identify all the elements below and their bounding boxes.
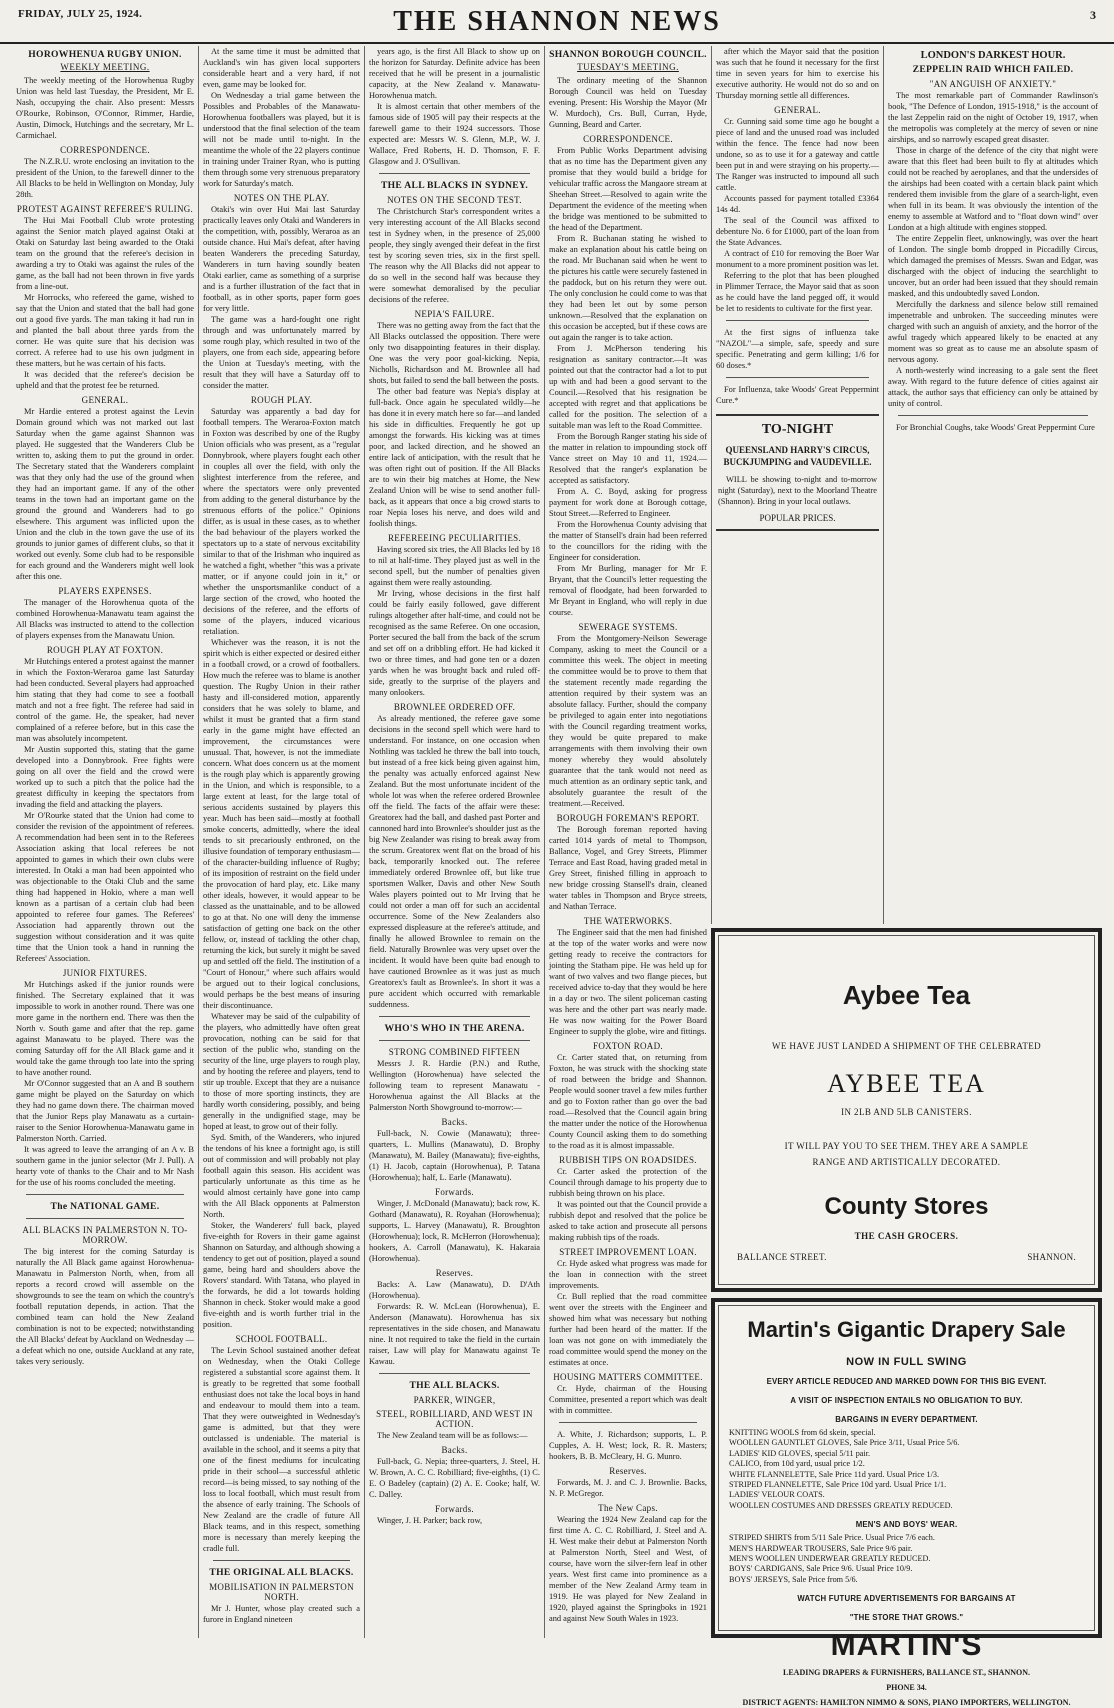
divider [379, 1016, 530, 1017]
section-heading: GENERAL. [774, 105, 821, 115]
paragraph: The entire Zeppelin fleet, unknowingly, was over the heart of London. The single bomb dropped in Piccadilly Circus, which damaged the premises of Messrs. Swan and Edgar, was discharged with the object of inducing the searchlight to uncover, but an order had been issued that they should remain masked, and this undoubtedly saved London. [888, 234, 1098, 298]
paragraph: As already mentioned, the referee gave some decisions in the second spell which were hard to understand. For instance, on one occasion when Nothling was tackled he threw the ball into touch, but instead of a free kick being given against him, the penalty was actually enforced against New Zealand. But the most unfortunate incident of the whole lot was when the referee ordered Brownlee off the field. The facts of the affair were these: Greatorex had the ball, and dashed past Porter and cannoned hard into Brownlee's shoulder just as the big New Zealander was rising to break away from the scrum. Greatorex went flat on the broad of his back, temporarily knocked out. The referee immediately ordered Brownlee off, but like true sportsmen Walker, Davis and other New South Wales players pointed out to Mr Irving that he could not order a man off for such an accidental occurrence. Some of the New Zealanders also expressed displeasure at the referee's attitude, and finally he allowed Brownlee to remain on the field. Naturally Brownlee was very upset over the incident. It would have been quite bad enough to have cautioned Brownlee as it was just as much Greatorex's fault as Brownlee's. In short it was a pure accident which occurred with remarkable suddenness. [369, 714, 540, 1009]
list-item: MEN'S HARDWEAR TROUSERS, Sale Price 9/6 pair. [729, 1543, 913, 1553]
section-heading: RUBBISH TIPS ON ROADSIDES. [559, 1155, 697, 1165]
paragraph: The Hui Mai Football Club wrote protesting against the Senior match played against Otaki at Otaki on Saturday last being awarded to the Otaki team on the ground that the referee's decision in awarding a try to Otaki was against the rules of the game, as the ball had not been thrown in five yards from a line-out. [16, 216, 194, 291]
section-heading: BROWNLEE ORDERED OFF. [393, 702, 516, 712]
store-name: County Stores [824, 1193, 989, 1220]
section-heading: PROTEST AGAINST REFEREE'S RULING. [16, 204, 194, 214]
list-item: KNITTING WOOLS from 6d skein, special. [729, 1428, 876, 1437]
column-4 [544, 46, 711, 1638]
list-item: STRIPED SHIRTS from 5/11 Sale Price. Usual Price 7/6 each. [729, 1533, 935, 1543]
section-heading: NEPIA'S FAILURE. [414, 309, 495, 319]
section-heading: PLAYERS EXPENSES. [58, 586, 152, 596]
page-number: 3 [1090, 8, 1096, 22]
paragraph: years ago, is the first All Black to show up on the horizon for Saturday. Definite advice has been received that he will be present in a journalistic capacity, at the New Zealand v. Manawatu-Horowhenua match. [369, 47, 540, 100]
paragraph: From A. C. Boyd, asking for progress payment for work done at Borough cottage, Stout Street.—Referred to Engineer. [549, 487, 707, 518]
headline: THE ALL BLACKS IN SYDNEY. [380, 180, 529, 191]
paragraph: The ordinary meeting of the Shannon Borough Council was held on Tuesday evening. Present: His Worship the Mayor (Mr W. Murdoch), Crs. Bull, Curran, Hyde, Gunning, Beard and Carter. [549, 76, 707, 129]
paragraph: The Engineer said that the men had finished at the top of the water works and were now getting ready to receive the contractors for jointing the Statham pipe. He was held up for want of two valves and two flange pieces, but received advice to-day that they would be here in a day or two. The silent policeman casting was here and the other part was nearly made. He was now waiting for the Power Board Engineer to supply the globe, wire and fittings. [549, 928, 707, 1036]
paragraph: Cr. Carter asked the protection of the Council through damage to his property due to rubbish being thrown on his place. [549, 1167, 707, 1198]
divider [726, 320, 869, 321]
list-item: LADIES' VELOUR COATS. [729, 1490, 825, 1500]
subheadline: ALL BLACKS IN PALMERSTON N. TO-MORROW. [22, 1225, 188, 1245]
subheadline: NOTES ON THE SECOND TEST. [387, 195, 522, 205]
paragraph: A contract of £10 for removing the Boer War monument to a more prominent position was let. [716, 249, 879, 269]
paragraph: The New Zealand team will be as follows:— [377, 1431, 528, 1440]
column-5 [711, 46, 883, 924]
paragraph: The other bad feature was Nepia's display at full-back. Once again he speculated wildly—he has done it in every match here so far—and landed his side in difficulties. Frequently he got up amongst the forwards. His kicking was at times poor, and lacked direction, and he showed an entire lack of anticipation, with the result that he was often right out of position. If the All Blacks are to win their big matches at Home, the New Zealand Union will be wise to send another full-back, as it appears that once a big crowd starts to roar Nepia loses his nerve, and does wild and foolish things. [369, 387, 540, 528]
paragraph: Whatever may be said of the culpability of the players, who admittedly have often great provocation, nothing can be said for that section of the public who, standing on the security of the line, urge players to rough play, and by hooting the referee and players, tend to stir up trouble. Except that they are a nuisance to those of more sporting instincts, they are hardly worth considering, possibly, and being generally in the undignified stage, may be hoped at least, to grow out of their folly. [203, 1012, 360, 1131]
section-heading: The New Caps. [598, 1503, 658, 1513]
subheadline: WEEKLY MEETING. [60, 62, 150, 72]
paragraph: Mr Hutchings asked if the junior rounds were finished. The Secretary explained that it was impossible to work in another round. There was one more game in the northern end. There was then the North v. South game and after that the rep. game against Manawatu to be played. There was the coming Saturday off for the All Black game and it would take the game through too late into the spring to have another round. [16, 980, 194, 1077]
headline: LONDON'S DARKEST HOUR. [920, 50, 1066, 61]
martins-line: MEN'S AND BOYS' WEAR. [855, 1520, 958, 1530]
paragraph: It was decided that the referee's decision be upheld and that the protest fee be returned. [16, 370, 194, 390]
paragraph: Accounts passed for payment totalled £3364 14s 4d. [716, 194, 879, 214]
advert-frame [718, 935, 1095, 1285]
divider [726, 377, 869, 378]
paragraph: The weekly meeting of the Horowhenua Rugby Union was held last Tuesday, the President, Mr E. Nash, occupying the chair. Also present: Messrs O'Rourke, Robinson, O'Connor, Rimmer, Hardie, Austin, Dimock, Hutchings and the secretary, Mr L. Carmichael. [16, 76, 194, 140]
section-heading: Backs. [441, 1117, 468, 1127]
circus-title: TO-NIGHT [761, 422, 834, 437]
martins-title: Martin's Gigantic Drapery Sale [747, 1317, 1066, 1342]
martins-list-2 [729, 1533, 1084, 1585]
headline: HOROWHENUA RUGBY UNION. [28, 49, 182, 60]
list-item: BOYS' CARDIGANS, Sale Price 9/6. Usual Price 10/9. [729, 1564, 913, 1574]
section-heading: FOXTON ROAD. [593, 1041, 663, 1051]
section-heading: CORRESPONDENCE. [60, 145, 150, 155]
list-item: WHITE FLANNELETTE, Sale Price 11d yard. Usual Price 1/3. [729, 1469, 940, 1479]
divider [898, 415, 1088, 416]
section-heading: THE WATERWORKS. [583, 916, 673, 926]
section-heading: ROUGH PLAY AT FOXTON. [46, 645, 164, 655]
section-heading: Forwards. [435, 1187, 474, 1197]
martins-line: BARGAINS IN EVERY DEPARTMENT. [835, 1415, 978, 1424]
paragraph: Mr Irving, whose decisions in the first half could be fairly easily followed, gave different rulings altogether after half-time, and could not be recognised as the same Referee. On one occasion, Porter secured the ball from the back of the scrum and set off on a dribbling effort. He had kicked it two or three times, and had gone ten or a dozen yards when he was brought back and ruled off-side, greatly to the surprise of the players and many onlookers. [369, 589, 540, 697]
section-heading: GENERAL. [81, 395, 129, 405]
store-town: SHANNON. [1027, 1252, 1076, 1262]
paragraph: A. White, J. Richardson; supports, L. P. Cupples, A. H. West; lock, R. R. Masters; hookers, B. B. McCleary, H. G. Munro. [549, 1430, 707, 1461]
paragraph: Mr O'Rourke stated that the Union had come to consider the revision of the appointment of referees. A recommendation had been sent in to the Referees Association asking that local referees be not appointed to games in which their own clubs were interested. In Otaki a man had been appointed who was objectionable to the Otaki Club and the same thing had happened in Hokio, where a man well known as a partisan of a certain club had been appointed to referee four games. The Referees' Association had apparently thrown out the suggestion without consideration and it was quite time that the Union took a hand in running the Referees' Association. [16, 811, 194, 963]
headline: THE ORIGINAL ALL BLACKS. [209, 1567, 354, 1578]
paragraph: It is almost certain that other members of the famous side of 1905 will pay their respects at the farewell game to their 1924 successors. Those expected are: Messrs W. S. Glenn, M.P., W. J. Wallace, Fred Roberts, H. D. Thomson, F. F. Glasgow and J. O'Sullivan. [369, 102, 540, 166]
paragraph: Full-back, N. Cowie (Manawatu); three-quarters, L. Mullins (Manawatu), D. Brophy (Manawatu), M. Bailey (Manawatu); five-eighths, (1) H. Jacob, captain (Horowhenua), P. Tatana (Horowhenua); half, L. Earle (Manawatu). [369, 1129, 540, 1182]
paragraph: Cr. Carter stated that, on returning from Foxton, he was struck with the shocking state of road between the bridge and Shannon. People would sooner travel a few miles further and go to Foxton rather than go over the bad road.—Resolved that the Council again bring the matter under the notice of the Horowhenua County Council asking them to do something to the road as it is almost impassable. [549, 1053, 707, 1150]
divider [379, 1040, 530, 1041]
aybee-tagline: IT WILL PAY YOU TO SEE THEM. THEY ARE A SAMPLE [784, 1141, 1029, 1151]
aybee-sizes: IN 2LB AND 5LB CANISTERS. [841, 1107, 972, 1117]
column-6 [883, 46, 1102, 924]
advert-martins [711, 1298, 1102, 1708]
list-item: STRIPED FLANNELETTE, Sale Price 10d yard. Usual Price 1/1. [729, 1480, 947, 1490]
paragraph: Mercifully the darkness and silence below still remained impenetrable and unbroken. The succeeding minutes were charged with such an anguish of anxiety, and the horror of the awful tragedy which appeared likely to be enacted at any moment was so great as to cause me an absolute spasm of nervous agony. [888, 300, 1098, 364]
paragraph: Syd. Smith, of the Wanderers, who injured the tendons of his knee a fortnight ago, is still out of commission and will probably not play football again this season. His accident was particularly unfortunate as this time as he would almost certainly have gone into camp with the All Black opponents at Palmerston North. [203, 1133, 360, 1219]
section-heading: HOUSING MATTERS COMMITTEE. [553, 1372, 703, 1382]
list-item: CALICO, from 10d yard, usual price 1/2. [729, 1459, 865, 1469]
paragraph: Mr Hardie entered a protest against the Levin Domain ground which was not marked out last Saturday when the game against Shannon was played. He suggested that the Wanderers Club be written to, asking them to put the ground in order. The Secretary stated that the Wanderers complaint was that they only had the use of the ground when they had an important game. If any of the other teams in the town had an important game on the ground the ground and Wanderers had to go elsewhere. This argument was inflicted upon the Union and the club in the town gave the use of its grounds to junior games of different clubs, so that it worked out evenly. Some club had to be responsible for each ground and the Wanderers might well look after this one. [16, 407, 194, 581]
paragraph: Cr. Bull replied that the road committee went over the streets with the Engineer and showed him what was necessary but nothing further had been heard of the matter. If the loan was not gone on with immediately the road committee would spend the money on the estimates at once. [549, 1292, 707, 1367]
paragraph: after which the Mayor said that the position was such that he found it necessary for the first time in seven years for him to exercise his executive authority. He would not do so and on Thursday morning settle all differences. [716, 47, 879, 100]
paragraph: Forwards: R. W. McLean (Horowhenua), E. Anderson (Manawatu). Horowhenua has six representatives in the side chosen, and Manawatu nine. It not required to take the field in the curtain raiser, Law will play for Manawatu against Te Kawau. [369, 1302, 540, 1366]
martins-line: A VISIT OF INSPECTION ENTAILS NO OBLIGATION TO BUY. [790, 1396, 1023, 1405]
subheadline: PARKER, WINGER, [413, 1395, 496, 1405]
divider [213, 1560, 350, 1561]
circus-prices: POPULAR PRICES. [759, 513, 836, 523]
section-heading: ROUGH PLAY. [250, 395, 313, 405]
advert-aybee-tea [711, 928, 1102, 1292]
paragraph: From the Horowhenua County advising that the matter of Stansell's drain had been referred to the councillors for the riding with the Engineer for consideration. [549, 520, 707, 562]
newspaper-title: THE SHANNON NEWS [393, 6, 721, 37]
paragraph: There was no getting away from the fact that the All Blacks outclassed the opposition. There were only two disappointing features in their display. One was the very poor goal-kicking. Nepia, Nicholls, Richardson and M. Brownlee all had shots, but failed to send the ball between the posts. [369, 321, 540, 385]
circus-show: QUEENSLAND HARRY'S CIRCUS, BUCKJUMPING and VAUDEVILLE. [723, 445, 872, 467]
martins-agents: DISTRICT AGENTS: HAMILTON NIMMO & SONS, PIANO IMPORTERS, WELLINGTON. [742, 1698, 1071, 1708]
paragraph: Backs: A. Law (Manawatu), D. D'Ath (Horowhenua). [369, 1280, 540, 1300]
paragraph: Having scored six tries, the All Blacks led by 18 to nil at half-time. They played just as well in the second spell, but the number of penalties given against them were really astounding. [369, 545, 540, 587]
advert-woods: For Bronchial Coughs, take Woods' Great Peppermint Cure [896, 423, 1095, 432]
headline: The NATIONAL GAME. [50, 1201, 160, 1212]
store-address [737, 1252, 1076, 1262]
paragraph: The seal of the Council was affixed to debenture No. 6 for £1000, part of the loan from the State Advances. [716, 216, 879, 247]
section-heading: Backs. [441, 1445, 468, 1455]
martins-line: EVERY ARTICLE REDUCED AND MARKED DOWN FOR THIS BIG EVENT. [766, 1377, 1047, 1386]
paragraph: Referring to the plot that has been ploughed in Plimmer Terrace, the Mayor said that as soon as he could have the land pegged off, it would be let to residents to cultivate for the first year. [716, 271, 879, 313]
circus-body: WILL be showing to-night and to-morrow night (Saturday), next to the Moorland Theatre (Shannon). Bring in your local outlaws. [718, 475, 877, 506]
paragraph: It was pointed out that the Council provide a rubbish depot and resolved that the police be asked to take action and prosecute all persons making rubbish tips of the roads. [549, 1200, 707, 1242]
paragraph: The Borough foreman reported having carted 1014 yards of metal to Thompson, Ballance, Vogel, and Grey Streets, Plimmer Terrace and East Road, having graded metal in Grey Street, finished filling in approach to new bridge crossing Stansell's drain, cleaned water tables in Thompson and Bryce streets, and Nathan Terrace. [549, 825, 707, 911]
aybee-brand: Aybee Tea [842, 980, 971, 1010]
paragraph: Mr O'Connor suggested that an A and B southern game might be played on the Saturday on which they had no game down there. The chairman moved that the Junior Reps play Manawatu as a curtain-raiser to the Senior Horowhenua-Manawatu game in Palmerston North. Carried. [16, 1079, 194, 1143]
list-item: WOOLLEN COSTUMES AND DRESSES GREATLY REDUCED. [729, 1500, 953, 1510]
issue-date: FRIDAY, JULY 25, 1924. [18, 8, 143, 20]
section-heading: SEWERAGE SYSTEMS. [578, 622, 678, 632]
store-street: BALLANCE STREET. [737, 1252, 827, 1262]
paragraph: From the Borough Ranger stating his side of the matter in relation to impounding stock off Vance street on May 10 and 11, 1924.—Resolved that the ranger's explanation be accepted as satisfactory. [549, 432, 707, 485]
paragraph: Messrs J. R. Hardie (P.N.) and Ruthe, Wellington (Horowhenua) have selected the following team to represent Manawatu - Horowhenua against the All Blacks at the Palmerston North Showground to-morrow:— [369, 1059, 540, 1112]
advert-woods: For Influenza, take Woods' Great Peppermint Cure.* [716, 385, 879, 405]
advert-frame [718, 1305, 1095, 1708]
list-item: MEN'S WOOLLEN UNDERWEAR GREATLY REDUCED. [729, 1554, 931, 1564]
masthead [0, 0, 1114, 44]
list-item: LADIES' KID GLOVES, special 5/11 pair. [729, 1448, 871, 1458]
paragraph: Cr. Hyde, chairman of the Housing Committee, presented a report which was dealt with in committee. [549, 1384, 707, 1415]
section-heading: Forwards. [435, 1504, 474, 1514]
list-item: BOYS' JERSEYS, Sale Price from 5/6. [729, 1574, 858, 1584]
paragraph: From R. Buchanan stating he wished to make an explanation about his cattle being on the road. Mr Buchanan said when he went to the pictures his cattle were securely fastened in the paddock, but on his return they were out. The only conclusion he could come to was that they had been let out by some person unknown.—Resolved that the explanation on this occasion be accepted, but if these cows are out again the ranger is to take action. [549, 234, 707, 342]
section-heading: SCHOOL FOOTBALL. [235, 1334, 328, 1344]
paragraph: The Christchurch Star's correspondent writes a very interesting account of the All Blacks second test in Sydney when, in the presence of 25,000 people, they singly avenged their defeat in the first test by scoring seven tries, six in the first spell. The reason why the All Blacks did not appear to do so well in the second half was because they were somewhat demoralised by the peculiar decisions of the referee. [369, 207, 540, 304]
paragraph: At the same time it must be admitted that Auckland's win has given local supporters considerable heart and a very hard, if not even, game may be looked for. [203, 47, 360, 89]
section-heading: Reserves. [435, 1268, 474, 1278]
paragraph: The N.Z.R.U. wrote enclosing an invitation to the president of the Union, to the farewell dinner to the All Blacks to be held in Wellington on Monday, July 28th. [16, 157, 194, 199]
martins-phone: PHONE 34. [886, 1683, 927, 1693]
subheadline: ZEPPELIN RAID WHICH FAILED. [912, 64, 1074, 75]
column-3 [364, 46, 544, 1638]
subheadline: "AN ANGUISH OF ANXIETY." [929, 79, 1057, 89]
divider [26, 1218, 184, 1219]
headline: SHANNON BOROUGH COUNCIL. [549, 49, 707, 60]
column-2 [198, 46, 364, 1638]
paragraph: Those in charge of the defence of the city that night were aware that this fleet had been built to fly at altitudes which could not be reached by aeroplanes, and that the undersides of the airships had been coated with a certain black paint which rendered them invisible from the glare of a search-light, even when full in its beam. It was obviously the intention of the enemy to assemble at Watford and to "float down wind" over London at a high altitude with engines stopped. [888, 146, 1098, 232]
section-heading: Reserves. [609, 1466, 647, 1476]
paragraph: From Public Works Department advising that as no time has the Department given any promise that they would build a bridge for vehicular traffic across the Mangaore stream at Sheehan Street.—Resolved to again write the Department the evidence of the meeting when the bridge was mentioned to be submitted to the head of the Department. [549, 146, 707, 232]
store-subtitle: THE CASH GROCERS. [854, 1231, 959, 1241]
paragraph: The big interest for the coming Saturday is naturally the All Black game against Horowhenua-Manawatu in Palmerston North, when, from all reports a record crowd will assemble on the showgrounds to see the team on which the country's football reputation depends, in action. That the combined team can hold the New Zealand combination is not to be expected; notwithstanding the All Blacks' defeat by Auckland on Wednesday — a defeat which no one, outside Auckland at any rate, takes very seriously. [16, 1247, 194, 1366]
section-heading: NOTES ON THE PLAY. [233, 193, 330, 203]
section-heading: BOROUGH FOREMAN'S REPORT. [556, 813, 700, 823]
paragraph: Winger, J. McDonald (Manawatu); back row, K. Gothard (Manawatu), R. Royahan (Horowhenua); supports, L. Harvey (Manawatu), R. Broughton (Horowhenua); lock, R. McHerron (Horowhenua); hookers, A. Carroll (Manawatu), K. Hakaraia (Horowhenua). [369, 1199, 540, 1263]
paragraph: Saturday was apparently a bad day for football tempers. The Weraroa-Foxton match in Foxton was described by one of the Rugby Union officials who was present, as a "regular Donnybrook, where players fought each other in couples all over the field, with only the slightest interference from the referee, and where the spectators were only prevented from adding to the general disturbance by the strenuous efforts of the police." Opinions differ, as is usual in these cases, as to whether the bad behaviour of the players worked the spectators up to a state of nervous excitability similar to that of the Irishman who inquired as he watched a fight, whether "this was a private matter, or if anyone could join in it," or whether the unsportsmanlike conduct of a large section of the crowd, who hooted the decisions of the referee, and the efforts of some of the players, induced vicarious retaliation. [203, 407, 360, 636]
divider [379, 1373, 530, 1374]
section-heading: STREET IMPROVEMENT LOAN. [559, 1247, 697, 1257]
list-item: WOOLLEN GAUNTLET GLOVES, Sale Price 3/11, Usual Price 5/6. [729, 1438, 960, 1448]
section-heading: JUNIOR FIXTURES. [62, 968, 148, 978]
advert-circus [716, 414, 879, 531]
headline: WHO'S WHO IN THE ARENA. [384, 1023, 525, 1034]
paragraph: Otaki's win over Hui Mai last Saturday practically leaves only Otaki and Wanderers in the competition, with, possibly, Weraroa as an outside chance. Hui Mai's defeat, after having beaten Wanderers the preceding Saturday, Wanderers in turn having soundly beaten Otaki earlier, came as something of a surprise and is a further illustration of the fact that in football, as in other sports, paper form goes for very little. [203, 205, 360, 313]
martins-swing: NOW IN FULL SWING [846, 1356, 967, 1368]
subheadline: TUESDAY'S MEETING. [577, 62, 679, 72]
martins-footer: LEADING DRAPERS & FURNISHERS, BALLANCE ST., SHANNON. [783, 1668, 1030, 1678]
aybee-brand-caps: AYBEE TEA [827, 1069, 986, 1098]
paragraph: It was agreed to leave the arranging of an A v. B southern game in the junior selector (Mr J. Pull). A hearty vote of thanks to the Chair and to Mr Nash for the use of his rooms concluded the meeting. [16, 1145, 194, 1187]
subheadline: STRONG COMBINED FIFTEEN [388, 1047, 521, 1057]
paragraph: The game was a hard-fought one right through and was unfortunately marred by some rough play, which resulted in two of the players, one from each side, appearing before the Union at Tuesday's meeting, with the result that they will have a Saturday off to consider the matter. [203, 315, 360, 390]
paragraph: From the Montgomery-Neilson Sewerage Company, asking to meet the Council or a committee this week. The object in meeting the committee would be to prove to them that the statement recently made regarding the attention required by their system was an absolute fallacy. Further, should the company be privileged to again enter into negotiations with the Council regarding treatment works, they would be quite prepared to make arrangements with them involving their own money whereby they would absolutely guarantee that the tank would not need as much attention as an ordinary septic tank, and absolutely guarantee the result of the treatment.—Received. [549, 634, 707, 808]
paragraph: A north-westerly wind increasing to a gale sent the fleet away. With regard to the future defence of cities against air attack, the author says that efficiency can only be attained by unity of control. [888, 366, 1098, 408]
section-heading: CORRESPONDENCE. [583, 134, 673, 144]
subheadline: MOBILISATION IN PALMERSTON NORTH. [209, 1582, 354, 1602]
paragraph: On Wednesday a trial game between the Possibles and Probables of the Manawatu-Horowhenua footballers was played, but it is understood that the final selection of the team will not be made until to-night. In the meantime the whole of the 22 players continue in training under Trainer Ryan, who is putting them through some very strenuous preparatory work for Saturday's match. [203, 91, 360, 188]
martins-line: WATCH FUTURE ADVERTISEMENTS FOR BARGAINS AT [797, 1594, 1016, 1604]
paragraph: Mr Horrocks, who refereed the game, wished to say that the Union and stated that the ball had gone out a good five yards. The man taking it had run in and planted the ball about three yards from the corner. He was quite sure that his decision was correct. A referee had to use his own judgment in these matters, but he was certain of his facts. [16, 293, 194, 368]
paragraph: Wearing the 1924 New Zealand cap for the first time A. C. C. Robilliard, J. Steel and A. H. West make their debut at Palmerston North at Palmerston North, Steel and West, of course, have worn the silver-fern leaf in other years. West first came into prominence as a member of the New Zealand Army team in 1919. He was played for New Zealand in 1920, played against the Springboks in 1921 and against New South Wales in 1923. [549, 1515, 707, 1623]
paragraph: Winger, J. H. Parker; back row, [377, 1516, 483, 1525]
paragraph: Cr. Hyde asked what progress was made for the loan in connection with the street improvements. [549, 1259, 707, 1290]
paragraph: From J. McPherson tendering his resignation as sanitary contractor.—It was pointed out that the contractor had a lot to put up with and had been a good servant to the Council.—Resolved that his resignation be accepted with regret and that applications be called for the position. The selection of a suitable man was left to the Road Committee. [549, 344, 707, 430]
column-1 [12, 46, 198, 1638]
subheadline: STEEL, ROBILLIARD, AND WEST IN ACTION. [376, 1409, 533, 1429]
aybee-line: WE HAVE JUST LANDED A SHIPMENT OF THE CELEBRATED [771, 1041, 1042, 1051]
paragraph: Mr J. Hunter, whose play created such a furore in England nineteen [203, 1604, 360, 1624]
paragraph: The Levin School sustained another defeat on Wednesday, when the Otaki College registered a substantial score against them. It is greatly to be regretted that some football enthusiast does not take the local boys in hand and endeavour to mould them into a team. That they were outweighted in Wednesday's game is admitted, but that they were outclassed is undeniable. The material is available in the school, and it seems a pity that one of the finest mediums for inculcating pride in their school—a successful athletic record—is being missed, to say nothing of the loss to local football, which must result from the absence of early training. The Schools of New Zealand are the cradle of future All Black teams, and in this respect, something more is necessary than merely keeping the cradle full. [203, 1346, 360, 1553]
paragraph: Forwards, M. J. and C. J. Brownlie. Backs, N. P. McGregor. [549, 1478, 707, 1498]
paragraph: Whichever was the reason, it is not the spirit which is either expected or desired either in a football crowd, or a crowd of footballers. How much the referee was to blame is another question. The Rugby Union in their rather hasty and ill-considered motion, apparently considers that he was solely to blame, and whilst it must be granted that a firm stand early in the game might have effected an improvement, the circumstances were unusual. That, however, is not the immediate concern. What does concern us at the moment is the rough play which is apparently growing in the Union, and which is responsible, to a large extent at least, for the large total of serious accidents sustained by players this year. Much has been said—mostly at football smoke concerts, admittedly, where the ideal tends to sit precariously enthroned, on the illusive foundation of temporary enthusiasm—of the character-building influence of Rugby; of its imposition of restraint on the field under the provocation of hard play, etc. Like many other ideals, however, it would appear to be classed as the unattainable, and to be allowed to go at that. No one will deny the immense satisfaction of getting one back on the other fellow, or, instead of tackling the other chap, returning the kick, but surely it might be saved up and settled off the field. The institution of a "Court of Honour," where such affairs would be argued out to their logical conclusions, would perhaps be the best means of insuring their discontinuance. [203, 638, 360, 1010]
paragraph: Cr. Gunning said some time ago he bought a piece of land and the unused road was included within the fence. The fence had now been undone, so as to use it for a gateway and cattle been put in and were straying on his property.—The Ranger was instructed to impound all such cattle. [716, 117, 879, 192]
paragraph: Mr Austin supported this, stating that the game developed into a Donnybrook. Free fights were going on all over the field and the crowd were worked up to such a pitch that the police had the greatest difficulty in keeping the spectators from invading the field and attacking the players. [16, 745, 194, 809]
martins-list-1 [729, 1428, 1084, 1511]
paragraph: Mr Hutchings entered a protest against the manner in which the Foxton-Weraroa game last Saturday had been conducted. Several players had approached him stating that they had come to see a football match and not a free fight. The referee had said in control of the game. He, the speaker, had never complained of a referee before, but in this case the man was absolutely incompetent. [16, 657, 194, 743]
section-heading: REFEREEING PECULIARITIES. [388, 533, 521, 543]
paragraph: The manager of the Horowhenua quota of the combined Horowhenua-Manawatu team against the All Blacks was instructed to attend to the collection of players expenses from the Manawatu Union. [16, 598, 194, 640]
divider [26, 1194, 184, 1195]
paragraph: The most remarkable part of Commander Rawlinson's book, "The Defence of London, 1915-1918," is the account of the last Zeppelin raid on the night of October 19, 1917, when the metropolis was completely at the mercy of seven or nine airships, and so narrowly escaped great disaster. [888, 91, 1098, 144]
headline: THE ALL BLACKS. [409, 1380, 500, 1391]
divider [379, 173, 530, 174]
advert-nazol: At the first signs of influenza take "NAZOL"—a simple, safe, speedy and sure specific. Penetrating and germ killing; 1/6 for 60 doses.* [716, 328, 879, 370]
divider [559, 1422, 697, 1423]
paragraph: From Mr Burling, manager for Mr F. Bryant, that the Council's letter requesting the removal of floodgate, had been forwarded to Mr Bryant in England, who will reply in due course. [549, 564, 707, 617]
martins-line: "THE STORE THAT GROWS." [849, 1613, 964, 1623]
paragraph: Full-back, G. Nepia; three-quarters, J. Steel, H. W. Brown, A. C. C. Robilliard; five-eighths, (1) C. E. O Badeley (captain) (2) A. E. Cooke; half, W. C. Dalley. [369, 1457, 540, 1499]
martins-brand: MARTIN'S [830, 1629, 983, 1663]
aybee-tagline: RANGE AND ARTISTICALLY DECORATED. [812, 1157, 1001, 1167]
paragraph: Stoker, the Wanderers' full back, played five-eighth for Rovers in their game against Shannon on Saturday, and although showing a tendency to get out of position, played a sound game, being hard and shoulders above the Rovers' standard. With Tatana, who played in the forwards, he did a lot towards holding Shannon in check. Stoker would make a good five-eighth and is worth further trial in the position. [203, 1221, 360, 1329]
